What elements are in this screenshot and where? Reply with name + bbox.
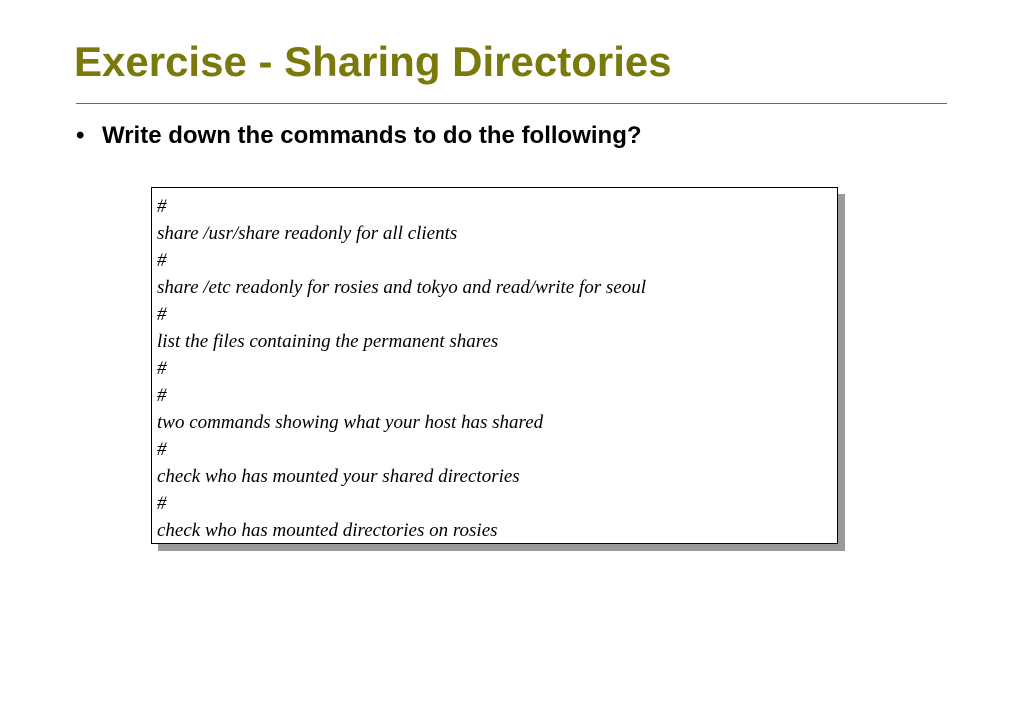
task-line-list-files: list the files containing the permanent shares	[157, 331, 499, 352]
prompt-line: #	[157, 196, 167, 217]
task-line-share-usr: share /usr/share readonly for all clients	[157, 223, 458, 244]
command-box	[151, 187, 838, 544]
task-line-show-shared: two commands showing what your host has shared	[157, 412, 544, 433]
task-line-check-mounted: check who has mounted your shared directories	[157, 466, 520, 487]
command-list	[152, 188, 837, 544]
slide-title: Exercise - Sharing Directories	[74, 38, 672, 85]
prompt-line: #	[157, 250, 167, 271]
bullet-item	[76, 119, 642, 153]
bullet-marker: •	[76, 122, 85, 149]
prompt-line: #	[157, 493, 167, 514]
bullet-text: Write down the commands to do the following?	[102, 122, 642, 149]
task-line-check-rosies: check who has mounted directories on rosies	[157, 520, 498, 541]
prompt-line: #	[157, 304, 167, 325]
task-line-share-etc: share /etc readonly for rosies and tokyo and read/write for seoul	[157, 277, 647, 298]
prompt-line: #	[157, 358, 167, 379]
prompt-line: #	[157, 385, 167, 406]
title-divider	[76, 103, 947, 104]
prompt-line: #	[157, 439, 167, 460]
